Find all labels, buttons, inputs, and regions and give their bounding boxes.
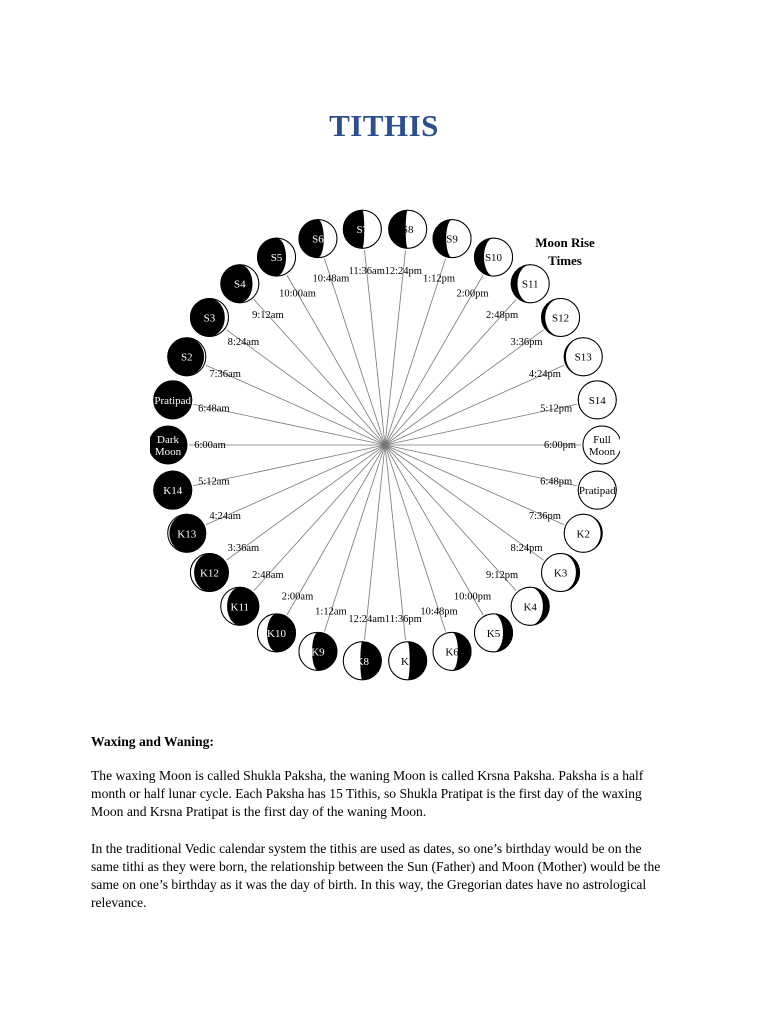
- moon-phase-s5-20: [258, 238, 296, 276]
- moon-label: S12: [551, 312, 570, 325]
- moon-phase-k3-3: [542, 554, 580, 592]
- moon-phase-pratipad-1: [578, 471, 616, 509]
- moon-label: S13: [574, 351, 592, 364]
- moon-phase-dark-moon-15: [150, 426, 187, 464]
- moon-phase-pratipad-16: [154, 381, 192, 419]
- rise-time-label: 5:12am: [198, 476, 230, 488]
- paragraph-vedic: In the traditional Vedic calendar system the tithis are used as dates, so one’s birthday would be on the same tithi as they were born, the relationship between the Sun (Father) and Moon (Mother) would be the same on one’s birthday as it was the day of birth. In this way, the Gregorian dates have no astrological relevance.: [91, 841, 661, 910]
- rise-time-label: 2:48am: [252, 570, 284, 582]
- moon-label: Full Moon: [588, 434, 616, 458]
- moon-phase-s8-23: [389, 210, 427, 248]
- moon-label: Dark Moon: [154, 434, 182, 458]
- moon-label: S14: [588, 394, 606, 407]
- ray-line: [385, 275, 483, 445]
- moon-phase-k7-7: [389, 642, 427, 680]
- ray-line: [385, 445, 483, 618]
- moon-phase-s10-25: [475, 238, 513, 276]
- rise-time-label: 11:36am: [348, 265, 385, 277]
- paragraph-waxing: The waxing Moon is called Shukla Paksha, the waning Moon is called Krsna Paksha. Paksha is a half month or half lunar cycle. Each Paksha has 15 Tithis, so Shukla Pratipat is the first day of the waxing Moon and Krsna Pratipat is the first day of the waning Moon.: [91, 768, 644, 819]
- moon-label: K13: [177, 528, 197, 541]
- rise-time-label: 7:36pm: [528, 511, 561, 523]
- moon-label: S8: [401, 224, 414, 237]
- moon-label: S4: [233, 278, 246, 291]
- moon-phase-k6-6: [433, 632, 471, 670]
- legend-times: Times: [548, 253, 582, 268]
- ray-line: [324, 259, 385, 445]
- legend-moon-rise: Moon Rise: [535, 235, 595, 250]
- moon-phase-k5-5: [475, 614, 513, 652]
- moon-label: K5: [486, 627, 501, 640]
- ray-line: [385, 259, 446, 445]
- section-heading: Waxing and Waning:: [91, 734, 214, 749]
- moon-label: K6: [445, 646, 459, 659]
- moon-phase-k14-14: [154, 471, 192, 509]
- rise-time-label: 7:36am: [209, 368, 241, 380]
- moon-phase-s3-18: [190, 298, 228, 336]
- rise-time-label: 2:00am: [281, 591, 314, 603]
- moon-phase-s12-27: [542, 298, 580, 336]
- moon-label: K2: [576, 528, 590, 541]
- ray-line: [385, 445, 405, 640]
- ray-line: [324, 445, 385, 631]
- moon-label: K11: [230, 601, 250, 614]
- rise-time-label: 2:48pm: [486, 309, 519, 321]
- rise-time-label: 2:00pm: [456, 288, 489, 300]
- moon-label: K8: [355, 655, 370, 668]
- moon-label: K3: [553, 567, 568, 580]
- moon-phase-k2-2: [564, 514, 602, 552]
- tithi-moon-diagram: [150, 205, 620, 685]
- moon-phase-k8-8: [343, 642, 381, 680]
- rise-time-label: 8:24pm: [510, 542, 543, 554]
- rise-time-label: 1:12pm: [423, 273, 456, 285]
- moon-label: K14: [163, 485, 183, 498]
- moon-phase-s9-24: [433, 220, 471, 258]
- moon-phase-s13-28: [564, 338, 602, 376]
- moon-phase-s2-17: [168, 338, 206, 376]
- rise-time-label: 5:12pm: [540, 403, 573, 415]
- moon-label: K9: [311, 646, 325, 659]
- moon-label: K4: [523, 601, 537, 614]
- moon-phase-k11-11: [221, 587, 259, 625]
- rise-time-label: 12:24am: [348, 614, 386, 626]
- moon-phase-s7-22: [343, 210, 381, 248]
- moon-label: S7: [356, 224, 369, 237]
- ray-line: [287, 445, 385, 618]
- moon-phase-s6-21: [299, 220, 337, 258]
- rise-time-label: 6:00am: [194, 440, 226, 451]
- rise-time-label: 6:48pm: [540, 476, 573, 488]
- ray-lines: [189, 250, 581, 640]
- moon-phase-k13-13: [168, 514, 206, 552]
- moon-phase-k9-9: [299, 632, 337, 670]
- rise-time-label: 4:24pm: [528, 368, 561, 380]
- ray-line: [365, 250, 385, 445]
- moon-label: Pratipad: [154, 394, 192, 407]
- moon-label: K7: [400, 655, 415, 668]
- ray-line: [385, 445, 519, 591]
- rise-time-label: 10:48am: [312, 273, 350, 285]
- rise-time-label: 4:24am: [209, 511, 241, 523]
- ray-line: [385, 250, 405, 445]
- rise-time-label: 10:48pm: [420, 606, 458, 618]
- moon-label: S11: [521, 278, 539, 291]
- ray-line: [254, 299, 385, 445]
- moon-phase-k12-12: [190, 554, 228, 592]
- moon-label: K10: [267, 627, 286, 640]
- rise-time-label: 3:36pm: [510, 337, 543, 349]
- ray-line: [254, 445, 385, 591]
- moon-label: Pratipad: [578, 485, 616, 498]
- moon-label: S5: [270, 252, 283, 265]
- rise-time-label: 10:00am: [279, 288, 316, 300]
- moon-phase-s4-19: [221, 265, 259, 303]
- rise-time-label: 10:00pm: [453, 591, 492, 603]
- rise-time-label: 3:36am: [227, 542, 260, 554]
- moon-label: S2: [180, 351, 193, 364]
- moon-label: S9: [446, 233, 458, 246]
- moon-phase-s14-29: [578, 381, 616, 419]
- moon-label: K12: [199, 567, 219, 580]
- ray-line: [385, 299, 519, 445]
- moon-label: S10: [484, 252, 503, 265]
- ray-line: [365, 445, 385, 640]
- moon-label: S3: [203, 312, 216, 325]
- page-title: TITHIS: [329, 108, 439, 143]
- ray-line: [385, 445, 446, 631]
- rise-time-label: 1:12am: [315, 606, 347, 618]
- moon-phase-full-moon-0: [583, 426, 620, 464]
- rise-time-label: 9:12am: [252, 309, 284, 321]
- moon-phase-k4-4: [511, 587, 549, 625]
- rise-time-label: 6:48am: [198, 403, 230, 415]
- moon-phase-k10-10: [258, 614, 296, 652]
- moon-phase-s11-26: [511, 265, 549, 303]
- rise-time-label: 8:24am: [227, 337, 260, 349]
- rise-time-label: 6:00pm: [543, 440, 577, 451]
- rise-time-label: 11:36pm: [384, 614, 422, 626]
- ray-line: [287, 275, 385, 445]
- rise-time-label: 9:12pm: [486, 570, 519, 582]
- moon-label: S6: [312, 233, 324, 246]
- rise-time-label: 12:24pm: [384, 265, 422, 277]
